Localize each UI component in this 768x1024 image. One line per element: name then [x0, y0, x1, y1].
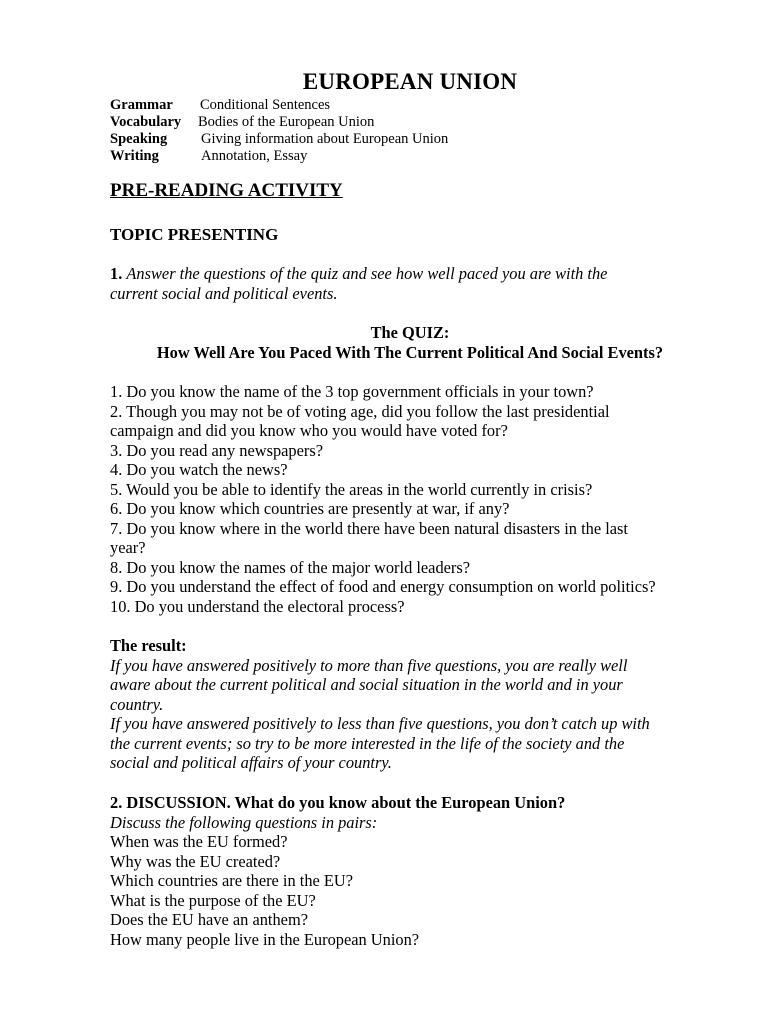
quiz-subtitle: How Well Are You Paced With The Current Political And Social Events?: [156, 343, 664, 362]
discussion-question: How many people live in the European Union?: [110, 929, 420, 949]
meta-key: Speaking: [110, 131, 168, 147]
task-1-text: current social and political events.: [110, 283, 338, 303]
quiz-question: campaign and did you know who you would have voted for?: [110, 421, 508, 440]
quiz-question: 6. Do you know which countries are presently at war, if any?: [110, 499, 510, 518]
meta-key: Vocabulary: [110, 114, 182, 130]
meta-row-vocabulary: [110, 114, 448, 131]
result-text: If you have answered positively to less than five questions, you don’t catch up with: [110, 714, 650, 733]
task-1-text: Answer the questions of the quiz and see how well paced you are with the: [126, 264, 608, 283]
quiz-question: year?: [110, 538, 146, 557]
quiz-result: [110, 636, 725, 773]
meta-row-writing: [110, 148, 448, 165]
meta-value: Giving information about European Union: [201, 131, 449, 147]
result-text: the current events; so try to be more interested in the life of the society and the: [110, 733, 625, 753]
quiz-questions: [110, 382, 725, 616]
section-heading-topic: TOPIC PRESENTING: [110, 225, 279, 244]
discussion-question: Why was the EU created?: [110, 851, 281, 871]
discussion-heading: 2. DISCUSSION. What do you know about the European Union?: [110, 793, 566, 812]
quiz-question: 1. Do you know the name of the 3 top government officials in your town?: [110, 382, 594, 401]
discussion-question: Does the EU have an anthem?: [110, 910, 308, 929]
result-text: country.: [110, 694, 164, 714]
task-number: 1.: [110, 264, 123, 283]
result-text: social and political affairs of your country.: [110, 753, 392, 772]
result-text: aware about the current political and social situation in the world and in your: [110, 675, 623, 694]
discussion-question: What is the purpose of the EU?: [110, 890, 316, 910]
task-1-line: [110, 264, 725, 284]
quiz-question: 9. Do you understand the effect of food and energy consumption on world politics?: [110, 577, 656, 596]
quiz-question: 2. Though you may not be of voting age, did you follow the last presidential: [110, 401, 610, 421]
quiz-question: 7. Do you know where in the world there have been natural disasters in the last: [110, 518, 628, 538]
quiz-question: 4. Do you watch the news?: [110, 460, 288, 479]
meta-key: Writing: [110, 148, 159, 164]
meta-row-grammar: [110, 97, 448, 114]
task-1-instruction: [110, 264, 725, 303]
meta-value: Annotation, Essay: [201, 148, 308, 164]
discussion-section: [110, 793, 725, 949]
quiz-question: 5. Would you be able to identify the areas in the world currently in crisis?: [110, 479, 593, 499]
page-title: EUROPEAN UNION: [302, 69, 518, 94]
quiz-title: The QUIZ:: [370, 323, 450, 342]
discussion-instruction: Discuss the following questions in pairs:: [110, 812, 378, 832]
quiz-heading: [110, 323, 710, 363]
meta-row-speaking: [110, 131, 448, 148]
discussion-question: When was the EU formed?: [110, 832, 288, 851]
meta-key: Grammar: [110, 97, 173, 113]
quiz-question: 10. Do you understand the electoral process?: [110, 596, 405, 616]
meta-value: Conditional Sentences: [200, 97, 331, 113]
quiz-question: 3. Do you read any newspapers?: [110, 440, 324, 460]
quiz-question: 8. Do you know the names of the major world leaders?: [110, 557, 471, 577]
result-text: If you have answered positively to more than five questions, you are really well: [110, 655, 628, 675]
meta-value: Bodies of the European Union: [198, 114, 375, 130]
lesson-meta: [110, 97, 448, 165]
result-heading: The result:: [110, 636, 187, 655]
section-heading-pre-reading: PRE-READING ACTIVITY: [110, 180, 343, 201]
discussion-question: Which countries are there in the EU?: [110, 871, 354, 890]
